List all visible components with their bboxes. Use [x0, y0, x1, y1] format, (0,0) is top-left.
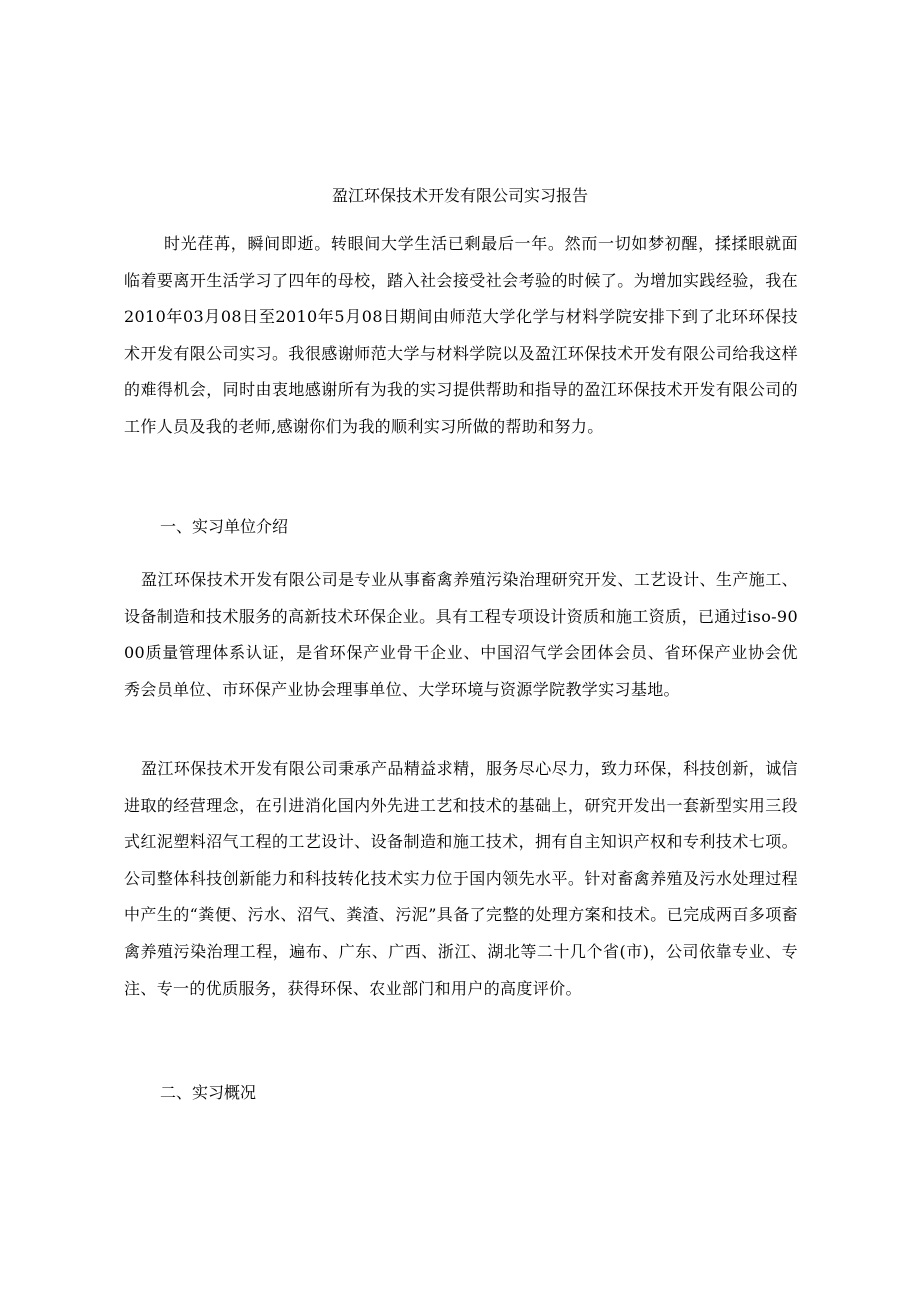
document-title: 盈江环保技术开发有限公司实习报告: [331, 186, 588, 205]
section-2-heading: 二、实习概况: [160, 1083, 257, 1102]
section-1-paragraph-2: 盈江环保技术开发有限公司秉承产品精益求精，服务尽心尽力，致力环保，科技创新，诚信进取的经营理念，在引进消化国内外先进工艺和技术的基础上，研究开发出一套新型实用三段式红泥塑料沼气工程的工艺设计、设备制造和施工技术，拥有自主知识产权和专利技术七项。公司整体科技创新能力和科技转化技术实力位于国内领先水平。针对畜禽养殖及污水处理过程中产生的“粪便、污水、沼气、粪渣、污泥”具备了完整的处理方案和技术。已完成两百多项畜禽养殖污染治理工程，遍布、广东、广西、浙江、湖北等二十几个省(市)，公司依靠专业、专注、专一的优质服务，获得环保、农业部门和用户的高度评价。: [124, 759, 798, 998]
section-1-paragraph-1: 盈江环保技术开发有限公司是专业从事畜禽养殖污染治理研究开发、工艺设计、生产施工、设备制造和技术服务的高新技术环保企业。具有工程专项设计资质和施工资质，已通过iso-9000质量管理体系认证，是省环保产业骨干企业、中国沼气学会团体会员、省环保产业协会优秀会员单位、市环保产业协会理事单位、大学环境与资源学院教学实习基地。: [124, 570, 798, 699]
intro-paragraph: 时光荏苒，瞬间即逝。转眼间大学生活已剩最后一年。然而一切如梦初醒，揉揉眼就面临着要离开生活学习了四年的母校，踏入社会接受社会考验的时候了。为增加实践经验，我在2010年03月08日至2010年5月08日期间由师范大学化学与材料学院安排下到了北环环保技术开发有限公司实习。我很感谢师范大学与材料学院以及盈江环保技术开发有限公司给我这样的难得机会，同时由衷地感谢所有为我的实习提供帮助和指导的盈江环保技术开发有限公司的工作人员及我的老师,感谢你们为我的顺利实习所做的帮助和努力。: [124, 234, 798, 436]
section-1-heading: 一、实习单位介绍: [160, 517, 289, 536]
